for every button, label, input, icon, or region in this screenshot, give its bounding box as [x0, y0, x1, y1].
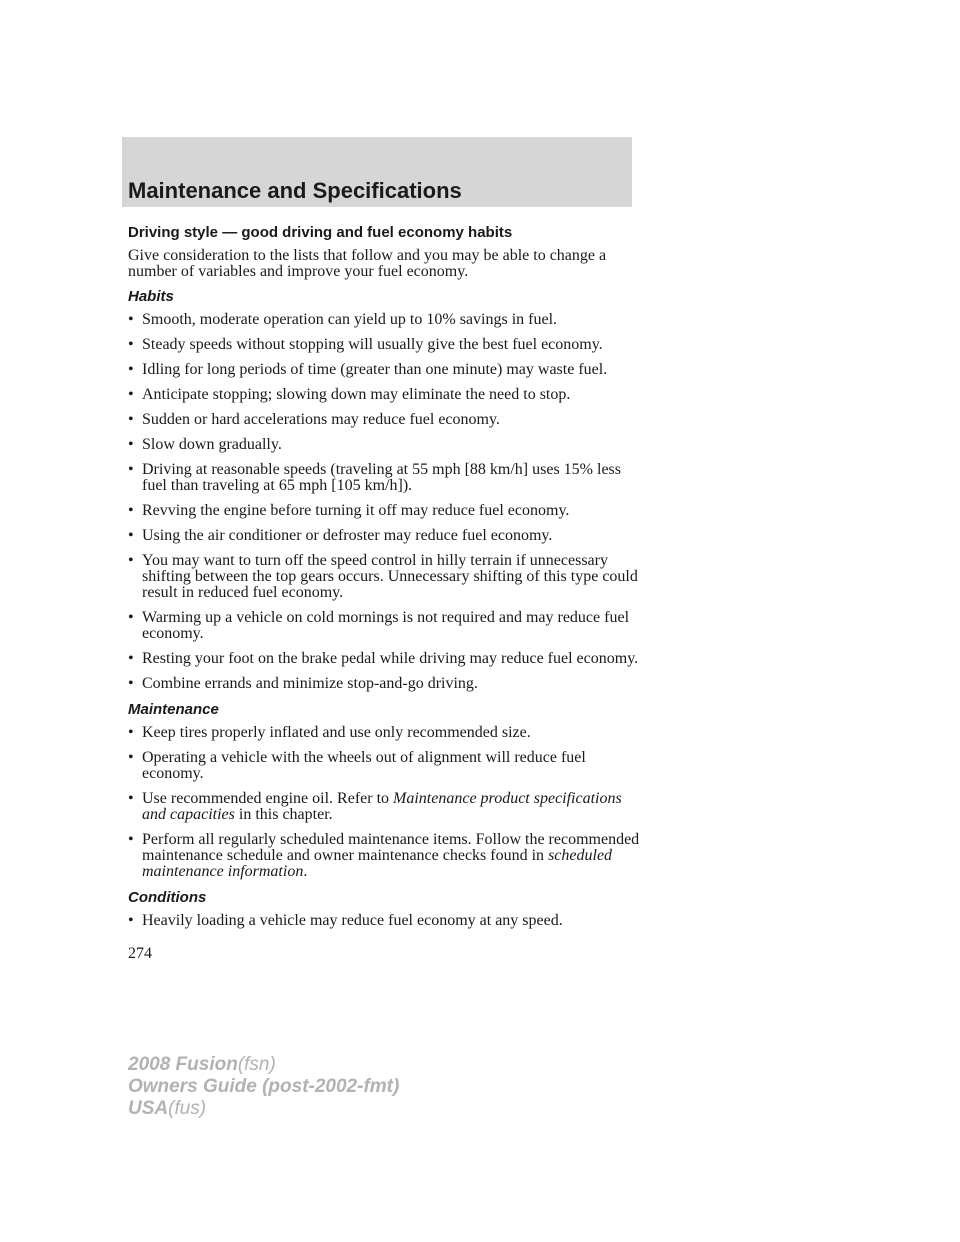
- bullet-icon: •: [128, 650, 134, 667]
- list-item-text: Heavily loading a vehicle may reduce fuel economy at any speed.: [142, 912, 563, 929]
- bullet-icon: •: [128, 724, 134, 741]
- page-number: 274: [128, 945, 152, 962]
- list-item-text: Keep tires properly inflated and use only recommended size.: [142, 724, 531, 741]
- footer-model-code: (fsn): [237, 1054, 276, 1075]
- bullet-icon: •: [128, 386, 134, 403]
- conditions-heading: Conditions: [128, 889, 207, 906]
- list-item: [128, 750, 648, 782]
- list-item-text: Revving the engine before turning it off may reduce fuel economy.: [142, 502, 570, 519]
- list-item: [128, 437, 648, 453]
- list-item: [128, 651, 648, 667]
- list-item: [128, 553, 648, 601]
- bullet-icon: •: [128, 912, 134, 929]
- maintenance-list: [128, 725, 648, 880]
- bullet-icon: •: [128, 675, 134, 692]
- list-item-text: Resting your foot on the brake pedal while driving may reduce fuel economy.: [142, 650, 639, 667]
- bullet-icon: •: [128, 502, 134, 519]
- list-item-text: Steady speeds without stopping will usually give the best fuel economy.: [142, 336, 603, 353]
- list-item-text: Sudden or hard accelerations may reduce fuel economy.: [142, 411, 500, 428]
- bullet-icon: •: [128, 609, 134, 626]
- section-title: Maintenance and Specifications: [128, 178, 462, 203]
- list-item-text: Smooth, moderate operation can yield up to 10% savings in fuel.: [142, 311, 558, 328]
- list-item-text: Driving at reasonable speeds (traveling at 55 mph [88 km/h] uses 15% less fuel than traveling at 65 mph [105 km/h]).: [142, 461, 621, 494]
- list-item: [128, 337, 648, 353]
- bullet-icon: •: [128, 552, 134, 569]
- footer-guide: Owners Guide (post-2002-fmt): [128, 1076, 400, 1097]
- topic-heading: Driving style — good driving and fuel economy habits: [128, 224, 513, 241]
- bullet-icon: •: [128, 436, 134, 453]
- bullet-icon: •: [128, 311, 134, 328]
- list-item-text: Combine errands and minimize stop-and-go driving.: [142, 675, 478, 692]
- list-item-text: Perform all regularly scheduled maintenance items. Follow the recommended maintenance schedule and owner maintenance checks found in: [142, 831, 640, 864]
- footer-model: 2008 Fusion: [128, 1054, 238, 1075]
- footer-line-region: [128, 1098, 399, 1120]
- bullet-icon: •: [128, 411, 134, 428]
- habits-list: [128, 312, 648, 692]
- list-item: [128, 676, 648, 692]
- conditions-list: [128, 913, 648, 929]
- list-item-text: in this chapter.: [234, 806, 333, 823]
- list-item-text: .: [303, 863, 308, 880]
- list-item: [128, 913, 648, 929]
- footer-region-code: (fus): [168, 1098, 207, 1119]
- bullet-icon: •: [128, 361, 134, 378]
- footer-line-model: [128, 1054, 399, 1076]
- bullet-icon: •: [128, 461, 134, 478]
- habits-heading: Habits: [128, 288, 174, 305]
- list-item-text: Use recommended engine oil. Refer to: [142, 790, 394, 807]
- bullet-icon: •: [128, 831, 134, 848]
- list-item-text: Anticipate stopping; slowing down may eliminate the need to stop.: [142, 386, 571, 403]
- list-item: [128, 528, 648, 544]
- list-item-text: Slow down gradually.: [142, 436, 282, 453]
- document-footer: [128, 1054, 399, 1120]
- maintenance-heading: Maintenance: [128, 701, 219, 718]
- list-item: [128, 725, 648, 741]
- list-item-text: Warming up a vehicle on cold mornings is not required and may reduce fuel economy.: [142, 609, 630, 642]
- list-item: [128, 312, 648, 328]
- list-item-text: You may want to turn off the speed control in hilly terrain if unnecessary shifting between the top gears occurs. Unnecessary shifting of this type could result in reduced fuel economy.: [142, 552, 638, 601]
- list-item: [128, 462, 648, 494]
- bullet-icon: •: [128, 749, 134, 766]
- list-item: [128, 610, 648, 642]
- list-item-text: Idling for long periods of time (greater than one minute) may waste fuel.: [142, 361, 608, 378]
- list-item: [128, 362, 648, 378]
- bullet-icon: •: [128, 790, 134, 807]
- list-item-text: Operating a vehicle with the wheels out of alignment will reduce fuel economy.: [142, 749, 586, 782]
- list-item: [128, 412, 648, 428]
- list-item: [128, 503, 648, 519]
- list-item: [128, 791, 648, 823]
- cross-reference: scheduled maintenance information: [142, 847, 613, 880]
- list-item: [128, 832, 648, 880]
- footer-region: USA: [128, 1098, 169, 1119]
- cross-reference: Maintenance product specifications and capacities: [142, 790, 622, 823]
- bullet-icon: •: [128, 527, 134, 544]
- list-item-text: Using the air conditioner or defroster may reduce fuel economy.: [142, 527, 553, 544]
- list-item: [128, 387, 648, 403]
- intro-paragraph: Give consideration to the lists that follow and you may be able to change a number of variables and improve your fuel economy.: [128, 247, 607, 280]
- bullet-icon: •: [128, 336, 134, 353]
- page-content: [128, 216, 648, 938]
